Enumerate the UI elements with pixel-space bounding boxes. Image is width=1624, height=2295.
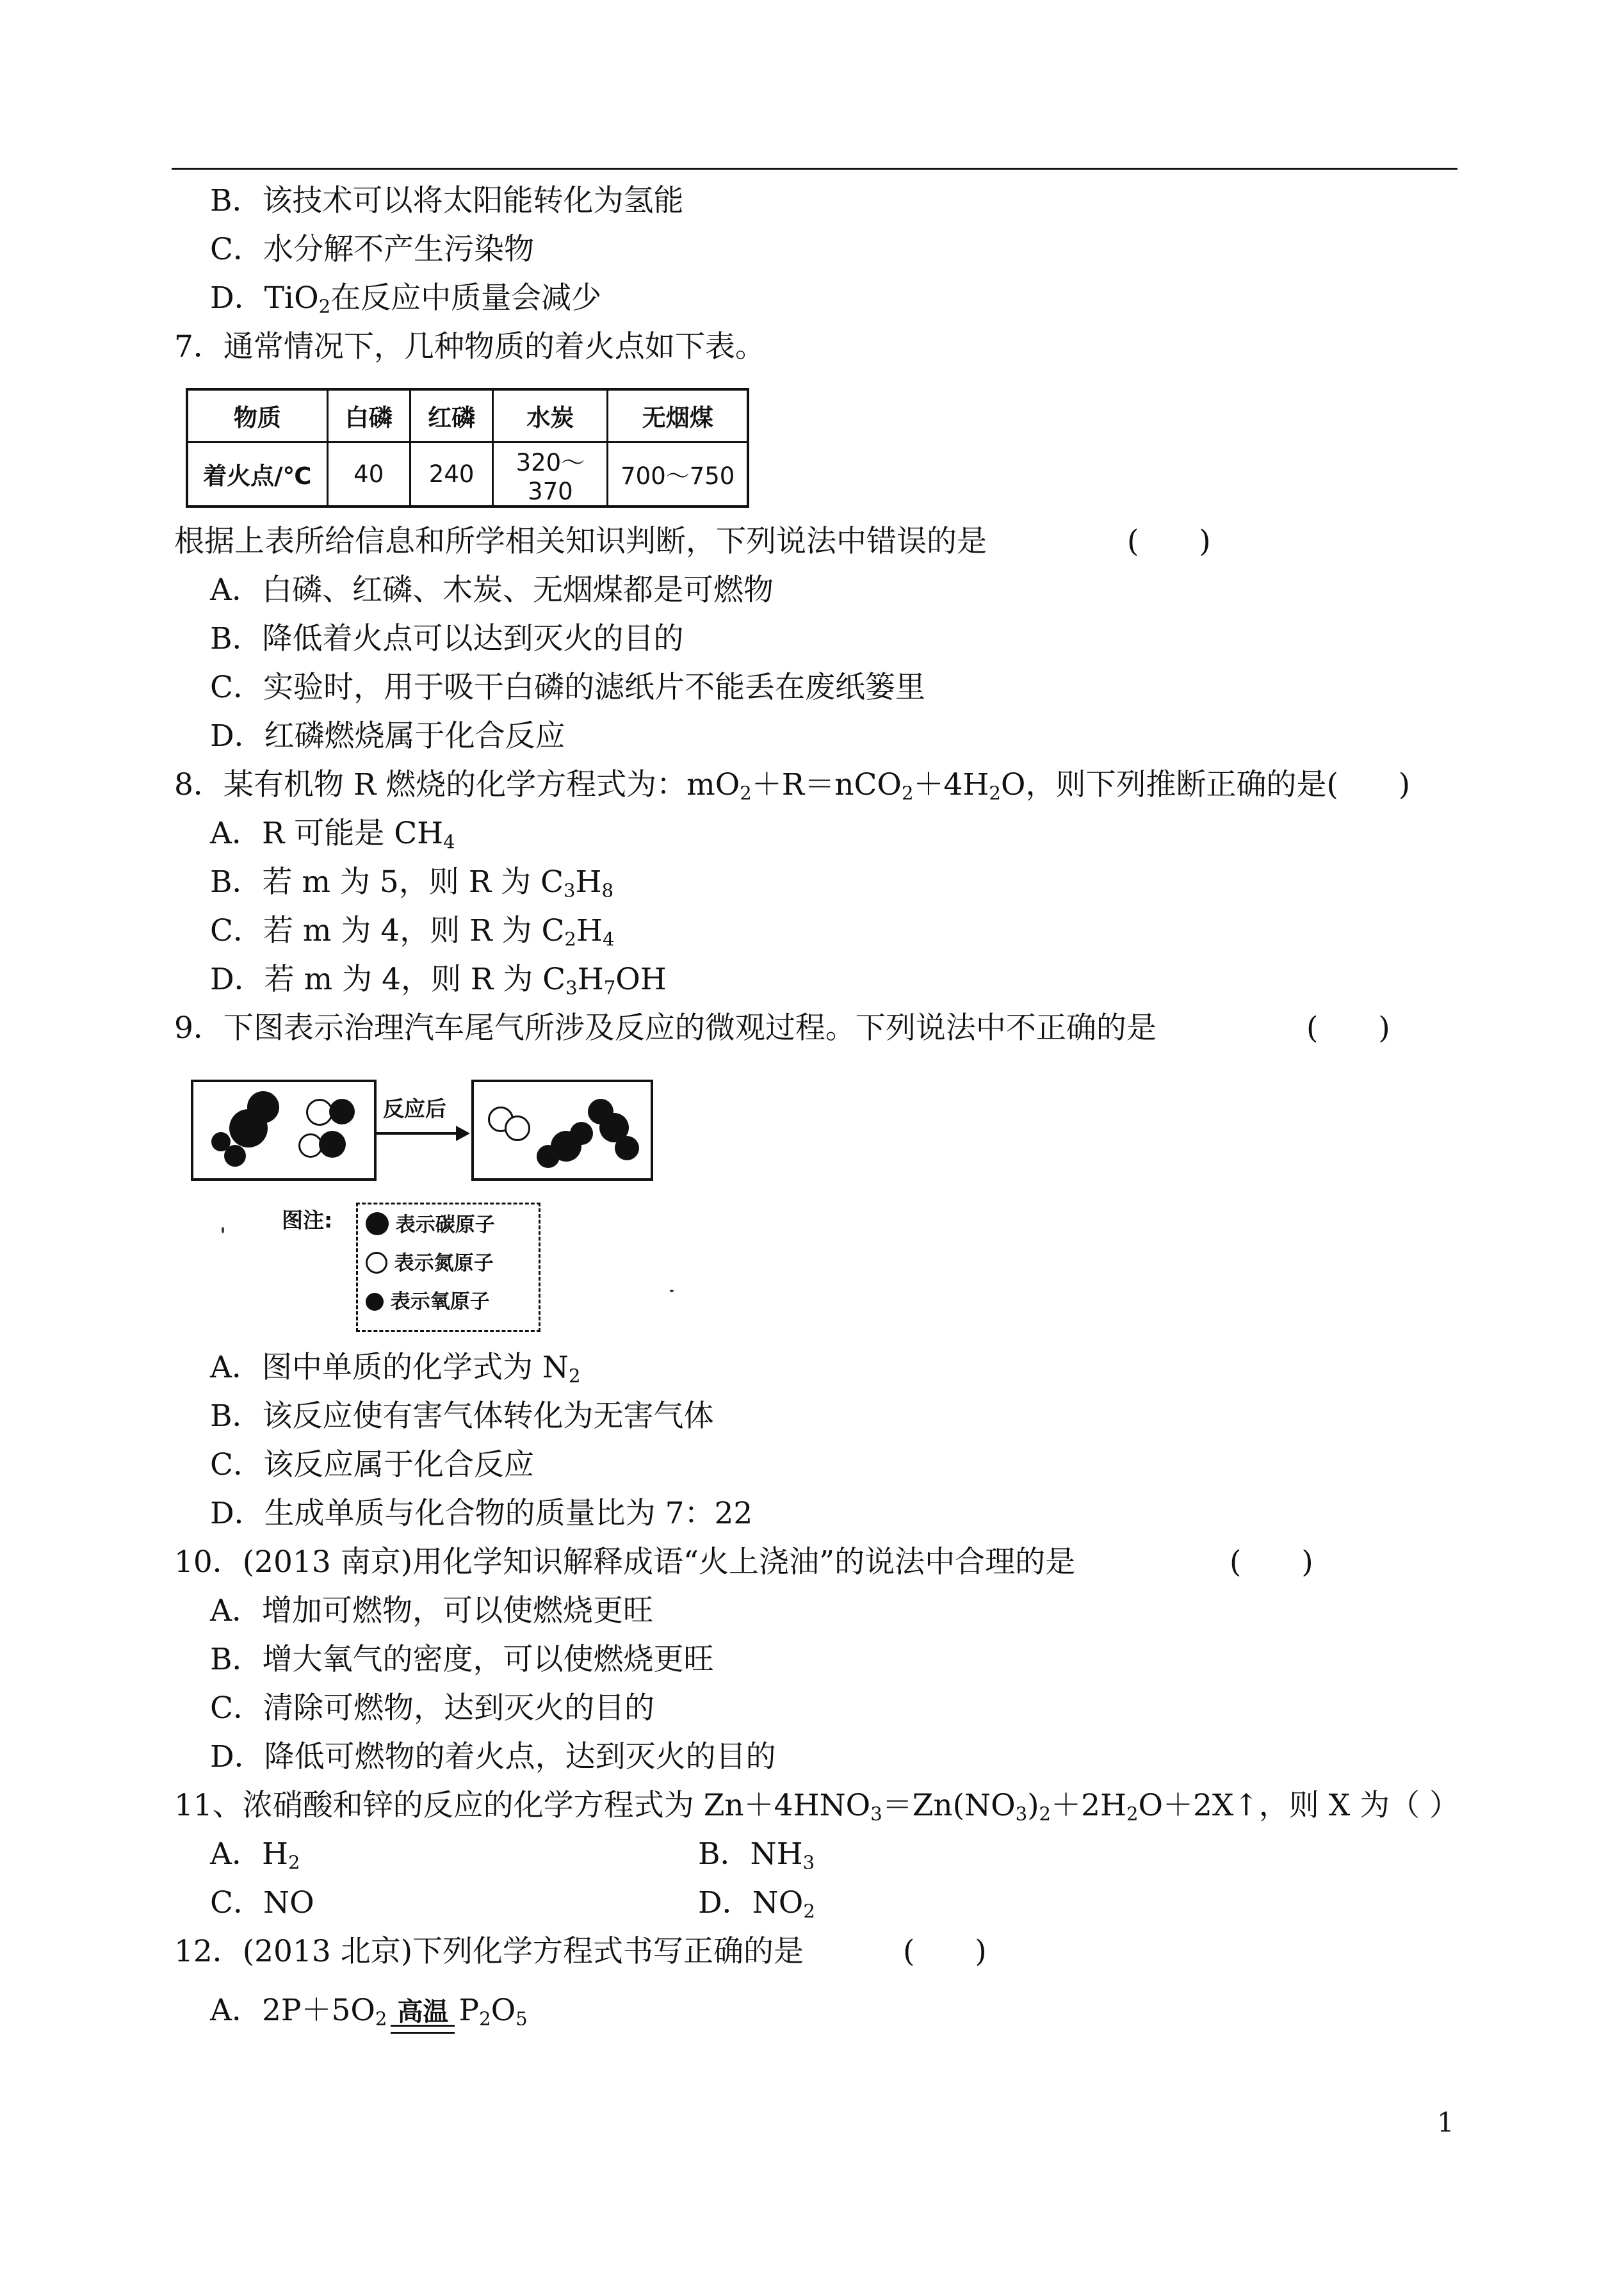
products-box [471,1080,653,1181]
oxygen-atom [570,1122,593,1145]
legend-nitrogen: 表示氮原子 [366,1251,494,1276]
table-header: 水炭 [493,389,608,442]
arrow-label: 反应后 [383,1096,446,1121]
oxygen-atom [615,1136,639,1160]
q11-option-d: D．$NO_2$ [698,1885,815,1922]
q9-option-d: D．生成单质与化合物的质量比为 7：22 [210,1496,753,1531]
table-header: 无烟煤 [608,389,748,442]
q7-stem: 7．通常情况下，几种物质的着火点如下表。 [174,329,765,364]
oxygen-atom-icon [366,1293,384,1311]
q10-option-c: C．清除可燃物，达到灭火的目的 [210,1691,654,1726]
table-header: 白磷 [327,389,410,442]
q11-stem: 11、浓硝酸和锌的反应的化学方程式为 $Zn+4HNO_3=Zn(NO_3)_2+2H_2O+2X↑$，则 X 为（ ） [174,1788,1460,1825]
q7-option-a: A．白磷、红磷、木炭、无烟煤都是可燃物 [210,572,774,608]
q7-answer-paren: ( ) [1127,524,1211,559]
nitrogen-atom-icon [366,1252,387,1274]
table-cell: 240 [410,442,492,507]
table-cell: 700～750 [608,442,748,507]
q10-option-d: D．降低可燃物的着火点，达到灭火的目的 [210,1739,776,1774]
oxygen-atom [229,1109,268,1148]
scan-mark [222,1227,224,1233]
q6-option-c: C．水分解不产生污染物 [210,232,534,267]
q12-answer-paren: ( ) [903,1934,987,1969]
q9-stem: 9．下图表示治理汽车尾气所涉及反应的微观过程。下列说法中不正确的是 [174,1010,1157,1046]
legend-box [356,1203,540,1332]
q8-option-d: D．若 m 为 4，则 R 为 $C_3H_7OH$ [210,962,667,999]
header-rule [172,168,1458,170]
oxygen-atom [224,1145,246,1167]
q9-option-b: B．该反应使有害气体转化为无害气体 [210,1399,714,1434]
q7-option-b: B．降低着火点可以达到灭火的目的 [210,621,684,656]
q7-option-d: D．红磷燃烧属于化合反应 [210,718,565,754]
q11-option-c: C．NO [210,1885,314,1920]
q9-option-a: A．图中单质的化学式为 $N_2$ [210,1350,581,1387]
q6-option-b: B．该技术可以将太阳能转化为氢能 [210,183,684,218]
legend-oxygen: 表示氧原子 [366,1289,490,1315]
q12-stem: 12．(2013 北京)下列化学方程式书写正确的是 [174,1934,804,1969]
q10-answer-paren: ( ) [1230,1545,1313,1580]
q8-option-b: B．若 m 为 5，则 R 为 $C_3H_8$ [210,864,614,902]
q10-option-a: A．增加可燃物，可以使燃烧更旺 [210,1593,653,1628]
q7-prompt: 根据上表所给信息和所学相关知识判断，下列说法中错误的是 [174,524,987,559]
q11-option-b: B．$NH_3$ [698,1837,815,1874]
q7-option-c: C．实验时，用于吸干白磷的滤纸片不能丢在废纸篓里 [210,670,925,705]
oxygen-atom [319,1131,346,1158]
reaction-condition: 高温 [391,1994,455,2030]
q8-option-a: A．R 可能是 $CH_4$ [210,816,455,853]
reactants-box [191,1080,377,1181]
nitrogen-atom [505,1115,530,1141]
q6-option-d: D．TiO$_2$在反应中质量会减少 [210,280,602,318]
arrow-head-icon [456,1126,470,1141]
carbon-atom-icon [366,1212,389,1235]
legend-carbon: 表示碳原子 [366,1212,495,1238]
q9-answer-paren: ( ) [1306,1010,1390,1046]
q8-stem: 8．某有机物 R 燃烧的化学方程式为：$mO_2+R=nCO_2+4H_2O$，则下列推断正确的是( ) [174,767,1411,804]
table-cell: 320～370 [493,442,608,507]
scan-mark [670,1290,674,1292]
q11-option-a: A．$H_2$ [210,1837,300,1874]
table-header: 物质 [187,389,327,442]
q10-option-b: B．增大氧气的密度，可以使燃烧更旺 [210,1642,714,1677]
q8-option-c: C．若 m 为 4，则 R 为 $C_2H_4$ [210,913,615,950]
table-row-label: 着火点/℃ [187,442,327,507]
reaction-arrow [375,1132,458,1135]
table-header: 红磷 [410,389,492,442]
q10-stem: 10．(2013 南京)用化学知识解释成语“火上浇油”的说法中合理的是 [174,1545,1076,1580]
q12-option-a: A．$2P+5O_2$ 高温 $P_2O_5$ [210,1993,528,2030]
legend-title: 图注: [282,1208,333,1233]
page-number: 1 [1437,2107,1454,2138]
oxygen-atom [329,1099,355,1124]
q9-option-c: C．该反应属于化合反应 [210,1447,534,1482]
ignition-table [186,388,749,508]
table-cell: 40 [327,442,410,507]
